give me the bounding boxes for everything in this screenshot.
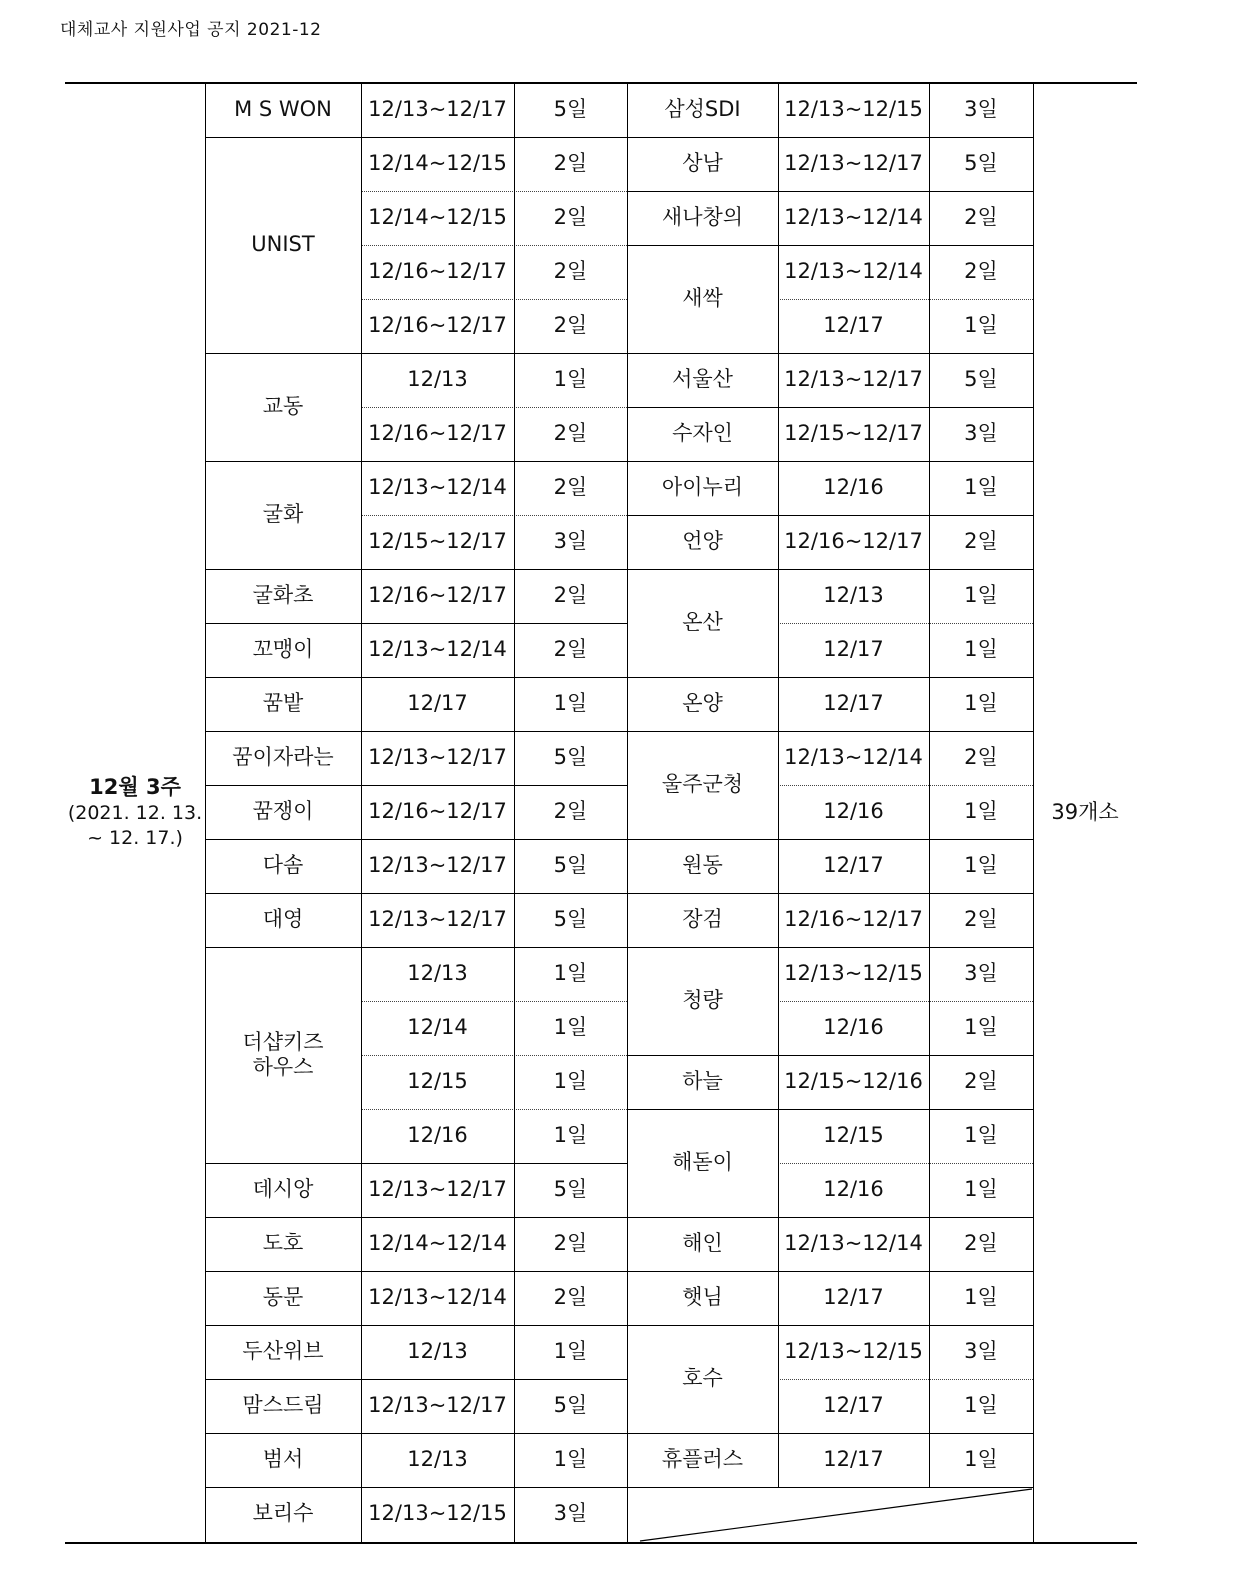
facility-name: 울주군청: [661, 772, 744, 797]
period-dates: 12/16~12/17: [368, 421, 507, 446]
period-days: 1일: [553, 1447, 588, 1472]
period-days: 1일: [964, 1177, 998, 1202]
period-days: 2일: [553, 799, 588, 824]
period-dates: 12/16~12/17: [784, 529, 923, 554]
period-days: 1일: [553, 1123, 588, 1148]
period-dates: 12/13~12/17: [368, 1393, 507, 1418]
period-dates: 12/16~12/17: [368, 259, 507, 284]
period-days: 1일: [964, 475, 998, 500]
period-days: 2일: [964, 745, 998, 770]
period-days: 2일: [964, 529, 998, 554]
period-dates: 12/16: [823, 799, 884, 824]
facility-name: 꿈밭: [262, 691, 304, 716]
period-days: 1일: [553, 961, 588, 986]
period-days: 1일: [964, 691, 998, 716]
period-days: 2일: [553, 583, 588, 608]
facility-name: UNIST: [251, 232, 315, 257]
facility-name: 원동: [682, 853, 723, 878]
facility-name: 다솜: [262, 853, 304, 878]
period-dates: 12/15~12/17: [368, 529, 507, 554]
period-dates: 12/13: [407, 961, 468, 986]
period-days: 5일: [553, 745, 588, 770]
period-days: 1일: [964, 799, 998, 824]
facility-name: 아이누리: [661, 475, 744, 500]
facility-name: 해돋이: [672, 1150, 733, 1175]
facility-name: 동문: [262, 1285, 304, 1310]
facility-name: 해인: [682, 1231, 723, 1256]
period-dates: 12/13~12/14: [784, 205, 923, 230]
period-days: 2일: [553, 1285, 588, 1310]
facility-name: 두산위브: [242, 1339, 324, 1364]
period-days: 1일: [553, 691, 588, 716]
period-dates: 12/13~12/17: [368, 853, 507, 878]
period-dates: 12/15~12/17: [784, 421, 923, 446]
period-days: 2일: [553, 1231, 588, 1256]
period-days: 5일: [553, 1393, 588, 1418]
period-dates: 12/16~12/17: [368, 583, 507, 608]
period-dates: 12/15: [407, 1069, 468, 1094]
facility-name: 하늘: [682, 1069, 723, 1094]
period-days: 1일: [964, 1285, 998, 1310]
period-dates: 12/17: [407, 691, 468, 716]
period-days: 5일: [553, 97, 588, 122]
period-dates: 12/13: [407, 367, 468, 392]
period-dates: 12/13~12/15: [784, 961, 923, 986]
period-days: 2일: [553, 313, 588, 338]
period-dates: 12/17: [823, 1447, 884, 1472]
period-dates: 12/13~12/17: [784, 151, 923, 176]
facility-name: M S WON: [234, 97, 332, 122]
period-dates: 12/13~12/14: [784, 1231, 923, 1256]
period-days: 1일: [553, 1015, 588, 1040]
period-dates: 12/13~12/14: [368, 475, 507, 500]
period-days: 5일: [553, 907, 588, 932]
period-days: 2일: [964, 1069, 998, 1094]
period-dates: 12/17: [823, 637, 884, 662]
period-dates: 12/13~12/17: [368, 1177, 507, 1202]
period-dates: 12/13~12/17: [368, 907, 507, 932]
period-dates: 12/13: [407, 1339, 468, 1364]
period-dates: 12/17: [823, 1285, 884, 1310]
period-dates: 12/13~12/14: [784, 745, 923, 770]
period-days: 5일: [553, 1177, 588, 1202]
facility-name: 더샵키즈 하우스: [242, 1029, 324, 1079]
period-days: 2일: [553, 205, 588, 230]
facility-name: 도호: [262, 1231, 304, 1256]
period-days: 5일: [553, 853, 588, 878]
period-days: 1일: [964, 313, 998, 338]
period-dates: 12/17: [823, 313, 884, 338]
period-days: 2일: [553, 637, 588, 662]
facility-name: 범서: [262, 1447, 304, 1472]
facility-name: 꿈이자라는: [232, 745, 334, 770]
period-days: 2일: [964, 205, 998, 230]
period-days: 3일: [553, 1501, 588, 1526]
period-dates: 12/16~12/17: [368, 799, 507, 824]
facility-name: 새나창의: [661, 205, 744, 230]
facility-name: 굴화초: [252, 583, 314, 608]
period-days: 1일: [553, 1339, 588, 1364]
week-range-line1: (2021. 12. 13.: [67, 802, 203, 825]
facility-name: 온산: [682, 610, 723, 635]
period-days: 3일: [964, 421, 998, 446]
period-days: 5일: [964, 151, 998, 176]
facility-name: 휴플러스: [661, 1447, 744, 1472]
facility-name: 청량: [682, 988, 723, 1013]
period-dates: 12/17: [823, 1393, 884, 1418]
period-days: 1일: [964, 1123, 998, 1148]
period-dates: 12/16: [823, 475, 884, 500]
period-days: 1일: [553, 1069, 588, 1094]
period-dates: 12/15~12/16: [784, 1069, 923, 1094]
period-days: 3일: [553, 529, 588, 554]
period-days: 1일: [964, 637, 998, 662]
period-dates: 12/13~12/14: [784, 259, 923, 284]
period-dates: 12/14~12/15: [368, 205, 507, 230]
facility-name: 수자인: [672, 421, 733, 446]
period-dates: 12/16~12/17: [368, 313, 507, 338]
period-dates: 12/13~12/17: [784, 367, 923, 392]
facility-name: 꼬맹이: [252, 637, 314, 662]
facility-name: 호수: [682, 1366, 723, 1391]
period-dates: 12/13~12/17: [368, 745, 507, 770]
week-range-line2: ~ 12. 17.): [87, 827, 183, 850]
facility-name: 꿈쟁이: [252, 799, 314, 824]
period-dates: 12/13~12/15: [784, 1339, 923, 1364]
total-count: 39개소: [1051, 799, 1119, 824]
facility-name: 서울산: [672, 367, 733, 392]
period-days: 2일: [553, 475, 588, 500]
period-days: 2일: [964, 907, 998, 932]
facility-name: 상남: [682, 151, 723, 176]
period-days: 3일: [964, 97, 998, 122]
facility-name: 대영: [262, 907, 304, 932]
period-days: 2일: [553, 421, 588, 446]
facility-name: 장검: [682, 907, 723, 932]
period-days: 3일: [964, 1339, 998, 1364]
document-header: 대체교사 지원사업 공지 2021-12: [60, 20, 322, 40]
period-dates: 12/15: [823, 1123, 884, 1148]
period-days: 1일: [964, 1393, 998, 1418]
facility-name: 굴화: [262, 502, 304, 527]
period-dates: 12/16: [823, 1177, 884, 1202]
period-days: 1일: [964, 1015, 998, 1040]
facility-name: 온양: [682, 691, 723, 716]
facility-name: 삼성SDI: [664, 97, 741, 122]
period-dates: 12/16: [407, 1123, 468, 1148]
period-dates: 12/14: [407, 1015, 468, 1040]
period-days: 1일: [964, 853, 998, 878]
period-days: 1일: [964, 583, 998, 608]
period-dates: 12/17: [823, 853, 884, 878]
period-dates: 12/13~12/17: [368, 97, 507, 122]
period-dates: 12/13~12/15: [784, 97, 923, 122]
period-dates: 12/17: [823, 691, 884, 716]
facility-name: 언양: [682, 529, 723, 554]
week-title: 12월 3주: [89, 775, 181, 800]
period-dates: 12/16~12/17: [784, 907, 923, 932]
period-dates: 12/13~12/14: [368, 1285, 507, 1310]
period-days: 2일: [964, 259, 998, 284]
period-days: 3일: [964, 961, 998, 986]
period-days: 2일: [553, 151, 588, 176]
period-dates: 12/13~12/14: [368, 637, 507, 662]
facility-name: 데시앙: [252, 1177, 314, 1202]
period-dates: 12/13~12/15: [368, 1501, 507, 1526]
period-dates: 12/13: [407, 1447, 468, 1472]
facility-name: 교동: [262, 394, 304, 419]
facility-name: 햇님: [682, 1285, 723, 1310]
period-dates: 12/14~12/15: [368, 151, 507, 176]
period-dates: 12/14~12/14: [368, 1231, 507, 1256]
period-days: 5일: [964, 367, 998, 392]
facility-name: 새싹: [682, 286, 723, 311]
period-dates: 12/16: [823, 1015, 884, 1040]
period-days: 1일: [964, 1447, 998, 1472]
period-days: 1일: [553, 367, 588, 392]
facility-name: 맘스드림: [242, 1393, 324, 1418]
period-days: 2일: [553, 259, 588, 284]
facility-name: 보리수: [252, 1501, 314, 1526]
period-days: 2일: [964, 1231, 998, 1256]
period-dates: 12/13: [823, 583, 884, 608]
